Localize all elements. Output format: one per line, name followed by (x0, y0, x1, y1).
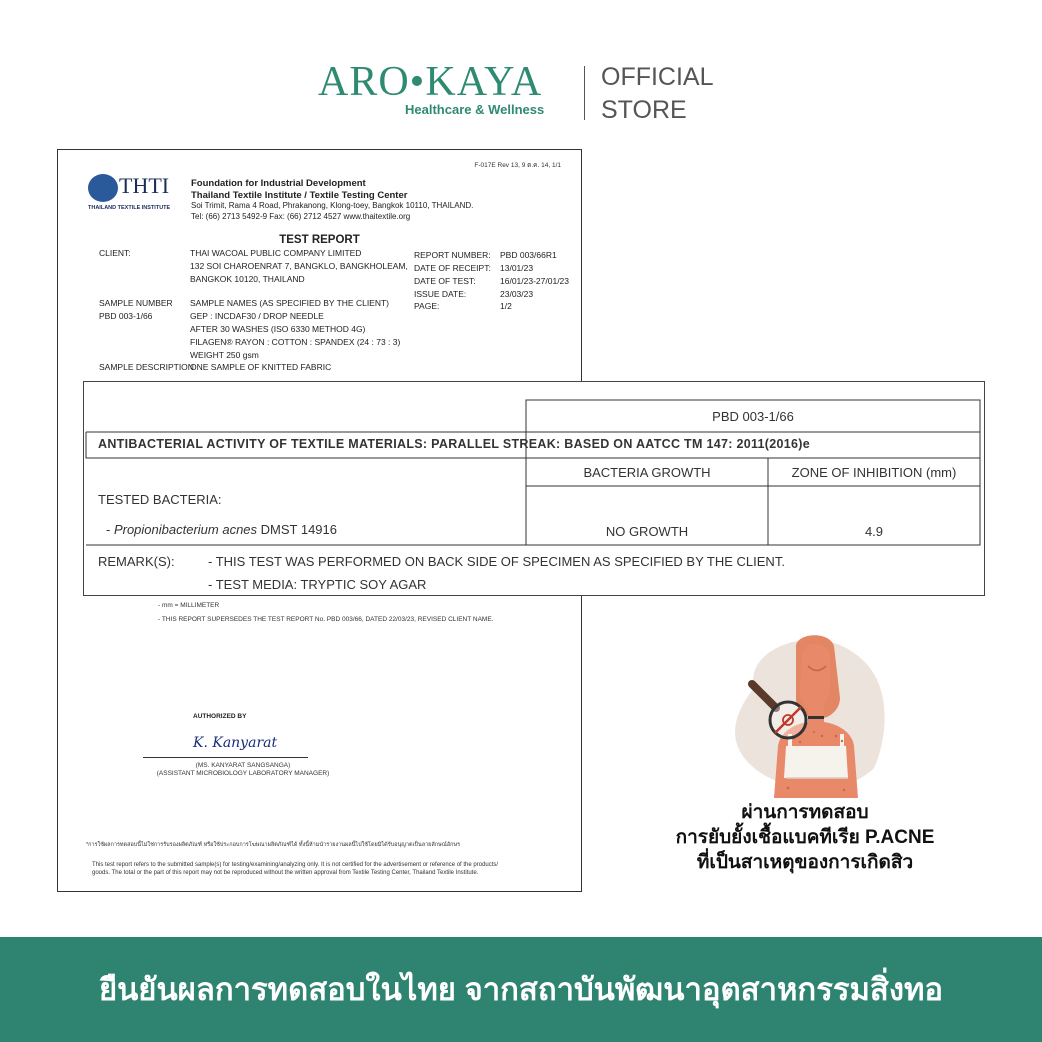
report-field-value: PBD 003/66R1 (500, 250, 557, 260)
thti-caption: THAILAND TEXTILE INSTITUTE (88, 205, 171, 211)
sample-name-line: WEIGHT 250 gsm (190, 350, 259, 360)
official-line-1: OFFICIAL (601, 63, 714, 91)
report-field-value: 23/03/23 (500, 289, 534, 299)
mm-note: - mm = MILLIMETER (158, 602, 220, 609)
signature-line (143, 757, 308, 758)
signer-name: (MS. KANYARAT SANGSANGA) (195, 762, 291, 769)
logo-divider (584, 66, 585, 120)
bacteria-strain: DMST 14916 (257, 522, 337, 537)
sample-number-label: SAMPLE NUMBER (99, 298, 173, 308)
claim-line-2: การยับยั้งเชื้อแบคทีเรีย P.ACNE (675, 827, 935, 848)
remark-2: - TEST MEDIA: TRYPTIC SOY AGAR (208, 577, 427, 592)
client-line: THAI WACOAL PUBLIC COMPANY LIMITED (190, 248, 362, 258)
brand-tagline: Healthcare & Wellness (405, 102, 545, 117)
org-line-1: Foundation for Industrial Development (191, 178, 366, 189)
result-zoom-card (83, 381, 985, 596)
org-line-3: Soi Trimit, Rama 4 Road, Phrakanong, Klong-toey, Bangkok 10110, THAILAND. (191, 201, 474, 210)
authorized-by-label: AUTHORIZED BY (193, 713, 247, 720)
org-line-4: Tel: (66) 2713 5492-9 Fax: (66) 2712 4527 www.thaitextile.org (191, 212, 411, 221)
report-field-key: DATE OF RECEIPT: (414, 263, 491, 273)
client-line: BANGKOK 10120, THAILAND (190, 274, 305, 284)
remarks-label: REMARK(S): (98, 554, 175, 569)
org-line-2: Thailand Textile Institute / Textile Testing Center (191, 190, 408, 201)
bacteria-row (106, 522, 337, 537)
acne-woman-illustration (724, 628, 894, 798)
report-title: TEST REPORT (279, 234, 360, 246)
form-code: F-017E Rev 13, 9 ต.ค. 14, 1/1 (474, 162, 561, 169)
bottom-banner (0, 937, 1042, 1042)
report-field-value: 16/01/23-27/01/23 (500, 276, 570, 286)
thti-logo (88, 174, 186, 214)
signature: K. Kanyarat (193, 735, 278, 751)
bacteria-prefix: - (106, 522, 114, 537)
sample-description-label: SAMPLE DESCRIPTION (99, 362, 194, 372)
sample-name-line: SAMPLE NAMES (AS SPECIFIED BY THE CLIENT) (190, 298, 390, 308)
claim-line-1: ผ่านการทดสอบ (741, 802, 869, 823)
sample-name-line: FILAGEN® RAYON : COTTON : SPANDEX (24 : 73 : 3) (190, 337, 401, 347)
sample-name-line: GEP : INCDAF30 / DROP NEEDLE (190, 311, 324, 321)
thai-disclaimer: *การใช้ผลการทดสอบนี้ไม่ใช่การรับรองผลิตภัณฑ์ หรือใช้ประกอบการโฆษณาผลิตภัณฑ์ได้ ทั้งนี้ห้ามนำรายงานผลนี้ไปใช้โดยมิได้รับอนุญาตเป็นลายลักษณ์อักษร (86, 842, 461, 848)
zone-result: 4.9 (864, 524, 884, 539)
claim-line-3: ที่เป็นสาเหตุของการเกิดสิว (696, 852, 914, 873)
tested-bacteria-label: TESTED BACTERIA: (98, 492, 222, 507)
thti-wordmark: THTI (119, 173, 170, 198)
footer-line-2: goods. The total or the part of this report may not be reproduced without the written approval from Textile Testing Center, Thailand Textile Institute. (92, 870, 479, 876)
report-field-value: 13/01/23 (500, 263, 534, 273)
signer-role: (ASSISTANT MICROBIOLOGY LABORATORY MANAGER) (156, 770, 330, 777)
client-label: CLIENT: (99, 248, 131, 258)
report-field-value: 1/2 (500, 301, 512, 311)
footer-line-1: This test report refers to the submitted sample(s) for testing/examining/analyzing only. It is not certified for the advertisement or reference of the products/ (92, 862, 499, 868)
remark-1: - THIS TEST WAS PERFORMED ON BACK SIDE OF SPECIMEN AS SPECIFIED BY THE CLIENT. (208, 554, 785, 569)
bacteria-name: Propionibacterium acnes (113, 522, 258, 537)
sample-number: PBD 003-1/66 (99, 311, 153, 321)
official-store-label (601, 61, 714, 127)
growth-result: NO GROWTH (605, 524, 689, 539)
thti-emblem-icon (88, 174, 118, 202)
banner-text: ยืนยันผลการทดสอบในไทย จากสถาบันพัฒนาอุตสาหกรรมสิ่งทอ (98, 972, 944, 1007)
report-field-key: DATE OF TEST: (414, 276, 476, 286)
sample-name-line: AFTER 30 WASHES (ISO 6330 METHOD 4G) (190, 324, 366, 334)
claim-text (640, 800, 970, 875)
report-field-key: ISSUE DATE: (414, 289, 467, 299)
test-method: ANTIBACTERIAL ACTIVITY OF TEXTILE MATERIALS: PARALLEL STREAK: BASED ON AATCC TM 147: 2011(2016)e (98, 437, 810, 451)
sample-description: ONE SAMPLE OF KNITTED FABRIC (190, 362, 332, 372)
report-field-key: PAGE: (414, 301, 440, 311)
official-line-2: STORE (601, 96, 687, 124)
report-field-key: REPORT NUMBER: (414, 250, 491, 260)
column-header-zone: ZONE OF INHIBITION (mm) (791, 465, 957, 480)
supersede-note: - THIS REPORT SUPERSEDES THE TEST REPORT No. PBD 003/66, DATED 22/03/23, REVISED CLIENT NAME. (158, 616, 494, 623)
brand-logo (318, 58, 738, 128)
client-line: 132 SOI CHAROENRAT 7, BANGKLO, BANGKHOLEAM, (190, 261, 408, 271)
column-header-growth: BACTERIA GROWTH (583, 465, 711, 480)
specimen-id: PBD 003-1/66 (712, 409, 794, 424)
brand-name: ARO•KAYA (318, 59, 543, 105)
